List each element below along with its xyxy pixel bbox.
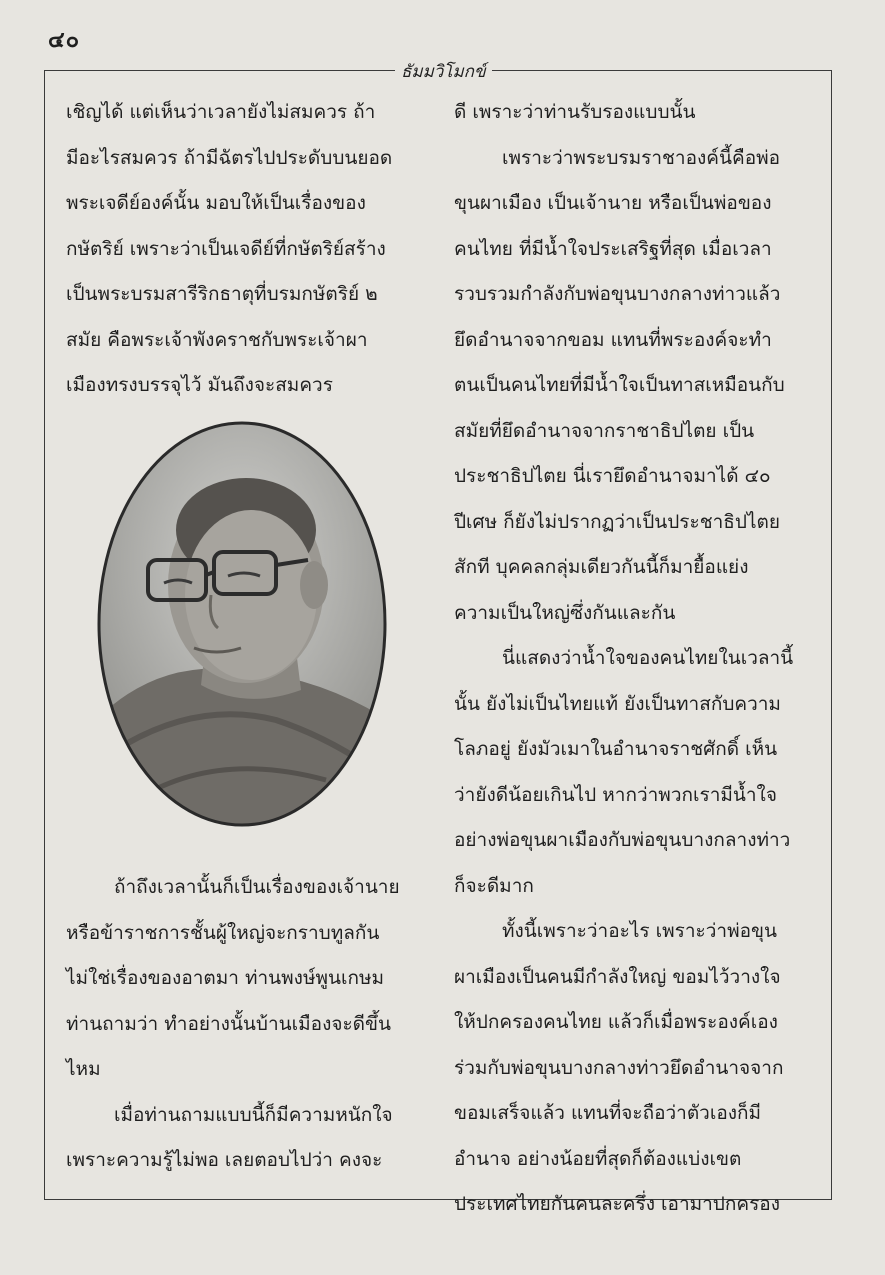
text-line: คนไทย ที่มีน้ำใจประเสริฐที่สุด เมื่อเวลา [454,237,772,260]
text-line: ขอมเสร็จแล้ว แทนที่จะถือว่าตัวเองก็มี [454,1102,762,1124]
text-line: สักที บุคคลกลุ่มเดียวกันนี้ก็มายื้อแย่ง [454,556,749,578]
text-line: สมัยที่ยึดอำนาจจากราชาธิปไตย เป็น [454,419,755,442]
left-column-top [66,90,426,409]
text-line: ดี เพราะว่าท่านรับรองแบบนั้น [454,101,696,123]
text-line: เพราะว่าพระบรมราชาองค์นี้คือพ่อ [502,146,781,169]
page-number: ๔๐ [48,27,81,53]
right-column [454,90,810,1228]
left-column-bottom [66,865,426,1184]
text-line: อย่างพ่อขุนผาเมืองกับพ่อขุนบางกลางท่าว [454,829,791,851]
text-line: ก็จะดีมาก [454,874,534,897]
text-line: ท่านถามว่า ทำอย่างนั้นบ้านเมืองจะดีขึ้น [66,1012,391,1035]
text-line: รวบรวมกำลังกับพ่อขุนบางกลางท่าวแล้ว [454,283,781,305]
text-line: หรือข้าราชการชั้นผู้ใหญ่จะกราบทูลกัน [66,921,380,944]
text-line: นั้น ยังไม่เป็นไทยแท้ ยังเป็นทาสกับความ [454,692,781,715]
text-line: ถ้าถึงเวลานั้นก็เป็นเรื่องของเจ้านาย [114,876,400,898]
text-line: กษัตริย์ เพราะว่าเป็นเจดีย์ที่กษัตริย์สร้าง [66,237,386,260]
text-line: ผาเมืองเป็นคนมีกำลังใหญ่ ขอมไว้วางใจ [454,965,781,988]
text-line: ยึดอำนาจจากขอม แทนที่พระองค์จะทำ [454,328,772,351]
text-line: ไม่ใช่เรื่องของอาตมา ท่านพงษ์พูนเกษม [66,967,385,989]
text-line: ให้ปกครองคนไทย แล้วก็เมื่อพระองค์เอง [454,1011,778,1033]
text-line: เมื่อท่านถามแบบนี้ก็มีความหนักใจ [114,1103,393,1126]
text-line: เมืองทรงบรรจุไว้ มันถึงจะสมควร [66,374,333,396]
text-line: เป็นพระบรมสารีริกธาตุที่บรมกษัตริย์ ๒ [66,283,378,305]
text-line: ไหม [66,1058,101,1080]
text-line: ประชาธิปไตย นี่เรายึดอำนาจมาได้ ๔๐ [454,465,771,487]
text-line: นี่แสดงว่าน้ำใจของคนไทยในเวลานี้ [502,647,794,669]
text-line: เพราะความรู้ไม่พอ เลยตอบไปว่า คงจะ [66,1149,383,1171]
text-line: ตนเป็นคนไทยที่มีน้ำใจเป็นทาสเหมือนกับ [454,374,785,396]
text-line: ความเป็นใหญ่ซึ่งกันและกัน [454,601,676,624]
text-line: มีอะไรสมควร ถ้ามีฉัตรไปประดับบนยอด [66,146,393,169]
text-line: ประเทศไทยกันคนละครึ่ง เอามาปกครอง [454,1193,780,1215]
text-line: โลภอยู่ ยังมัวเมาในอำนาจราชศักดิ์ เห็น [454,738,778,760]
text-line: ขุนผาเมือง เป็นเจ้านาย หรือเป็นพ่อของ [454,192,772,214]
running-title: ธัมมวิโมกข์ [395,58,492,85]
monk-portrait [96,420,388,828]
text-line: ทั้งนี้เพราะว่าอะไร เพราะว่าพ่อขุน [502,920,777,942]
text-line: เชิญได้ แต่เห็นว่าเวลายังไม่สมควร ถ้า [66,101,376,123]
text-line: อำนาจ อย่างน้อยที่สุดก็ต้องแบ่งเขต [454,1147,742,1170]
text-line: พระเจดีย์องค์นั้น มอบให้เป็นเรื่องของ [66,192,366,214]
text-line: สมัย คือพระเจ้าพังคราชกับพระเจ้าผา [66,328,368,351]
text-line: ปีเศษ ก็ยังไม่ปรากฏว่าเป็นประชาธิปไตย [454,510,780,533]
text-line: ร่วมกับพ่อขุนบางกลางท่าวยึดอำนาจจาก [454,1056,784,1079]
text-line: ว่ายังดีน้อยเกินไป หากว่าพวกเรามีน้ำใจ [454,783,777,806]
